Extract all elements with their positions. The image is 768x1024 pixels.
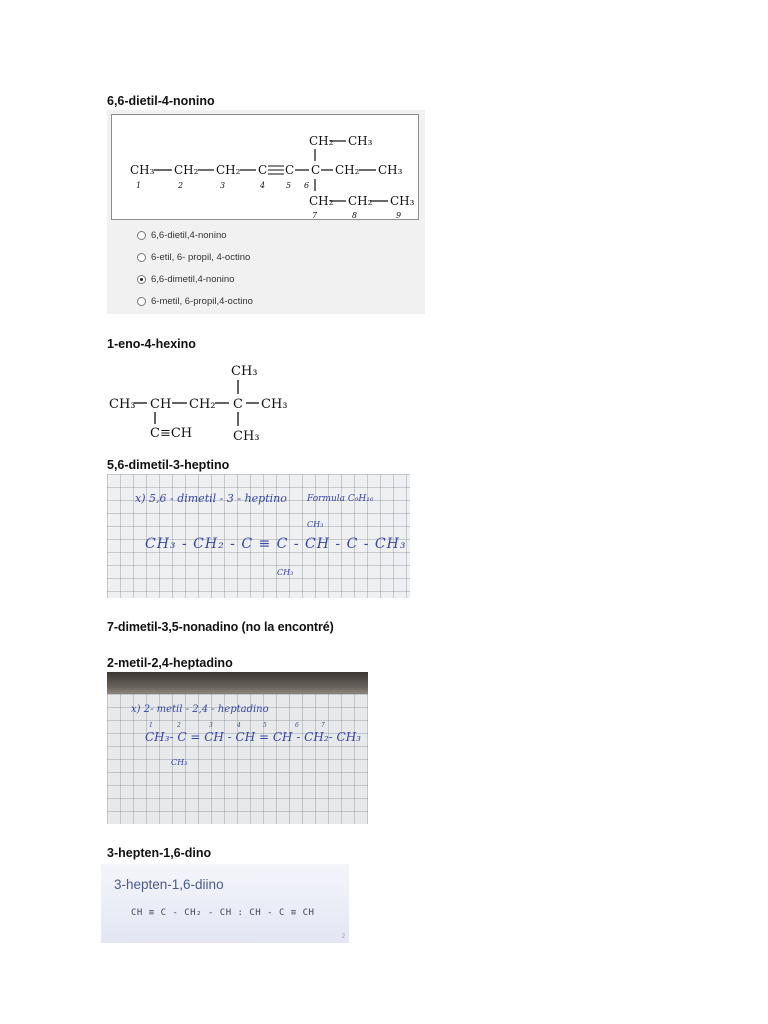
quiz-option-1[interactable] xyxy=(137,230,227,241)
photo2-num-6: 6 xyxy=(295,722,299,729)
row-c: C xyxy=(233,397,243,412)
quiz-option-label: 6-etil, 6- propil, 4-octino xyxy=(151,252,251,263)
slide-formula: CH ≡ C - CH₂ - CH : CH - C ≡ CH xyxy=(131,908,315,918)
section-heading-1: 6,6-dietil-4-nonino xyxy=(107,94,215,108)
top-ch3: CH₃ xyxy=(231,364,258,379)
quiz-option-4[interactable] xyxy=(137,296,253,307)
slide-title: 3-hepten-1,6-diino xyxy=(114,877,224,892)
photo2-background-edge xyxy=(107,672,368,694)
photo2-num-7: 7 xyxy=(321,722,325,729)
structure-diagram-2 xyxy=(107,358,307,450)
upper-branch-ch2: CH₂ xyxy=(309,134,334,148)
row-ch2: CH₂ xyxy=(189,397,216,412)
section-heading-4: 7-dimetil-3,5-nonadino (no la encontré) xyxy=(107,620,334,634)
photo2-num-1: 1 xyxy=(149,722,153,729)
photo1-formula-label: Formula C₉H₁₆ xyxy=(307,494,374,504)
quiz-option-3[interactable] xyxy=(137,274,234,285)
bottom-left-alkyne: C≡CH xyxy=(150,426,193,441)
notebook-photo-1 xyxy=(107,474,410,598)
row-ch: CH xyxy=(150,397,172,412)
photo2-num-4: 4 xyxy=(237,722,241,729)
radio-button[interactable] xyxy=(137,253,146,262)
photo1-top-substituent: CH₃ xyxy=(307,520,324,529)
chain-ch3-end: CH₃ xyxy=(378,163,403,177)
bottom-right-ch3: CH₃ xyxy=(233,429,260,444)
carbon-number-4: 4 xyxy=(260,181,266,190)
section-heading-5: 2-metil-2,4-heptadino xyxy=(107,656,233,670)
upper-branch-ch3: CH₃ xyxy=(348,134,373,148)
carbon-number-6: 6 xyxy=(304,181,310,190)
slide-page-number: 2 xyxy=(341,934,345,940)
row-ch3: CH₃ xyxy=(109,397,136,412)
photo2-chain: CH₃- C = CH - CH = CH - CH₂- CH₃ xyxy=(145,730,361,744)
lower-branch-ch3: CH₃ xyxy=(390,194,415,208)
radio-button-selected[interactable] xyxy=(137,275,146,284)
structure-svg-1 xyxy=(112,115,418,219)
lower-branch-ch2-a: CH₂ xyxy=(309,194,334,208)
chain-ch2-c: CH₂ xyxy=(335,163,360,177)
carbon-number-7: 7 xyxy=(312,211,318,219)
photo2-num-5: 5 xyxy=(263,722,267,729)
carbon-number-5: 5 xyxy=(286,181,292,190)
quiz-option-2[interactable] xyxy=(137,252,250,263)
quiz-option-label: 6,6-dietil,4-nonino xyxy=(151,230,227,241)
carbon-number-8: 8 xyxy=(352,211,358,219)
carbon-number-9: 9 xyxy=(396,211,402,219)
photo2-num-2: 2 xyxy=(177,722,181,729)
photo2-title: x) 2- metil - 2,4 - heptadino xyxy=(131,704,269,715)
notebook-photo-2 xyxy=(107,672,368,824)
carbon-number-1: 1 xyxy=(136,181,142,190)
photo1-bottom-substituent: CH₃ xyxy=(277,568,294,577)
radio-button[interactable] xyxy=(137,297,146,306)
photo2-num-3: 3 xyxy=(209,722,213,729)
photo1-chain: CH₃ - CH₂ - C ≡ C - CH - C - CH₃ xyxy=(145,536,407,552)
chain-ch2-b: CH₂ xyxy=(216,163,241,177)
chain-ch3-start: CH₃ xyxy=(130,163,155,177)
carbon-number-2: 2 xyxy=(178,181,184,190)
chain-ch2-a: CH₂ xyxy=(174,163,199,177)
photo2-page xyxy=(107,694,368,824)
quiz-option-label: 6-metil, 6-propil,4-octino xyxy=(151,296,253,307)
chain-c-alkyne-1: C xyxy=(258,163,268,177)
quiz-card xyxy=(107,110,425,314)
slide-image xyxy=(101,864,349,943)
row-ch3-right: CH₃ xyxy=(261,397,288,412)
chain-c-quaternary: C xyxy=(311,163,321,177)
photo2-bottom-substituent: CH₃ xyxy=(171,758,188,767)
chain-c-alkyne-2: C xyxy=(285,163,295,177)
photo1-title: x) 5,6 - dimetil - 3 - heptino xyxy=(135,492,287,505)
section-heading-3: 5,6-dimetil-3-heptino xyxy=(107,458,230,472)
section-heading-2: 1-eno-4-hexino xyxy=(107,337,196,351)
section-heading-6: 3-hepten-1,6-dino xyxy=(107,846,212,860)
carbon-number-3: 3 xyxy=(220,181,226,190)
structure-diagram-1 xyxy=(111,114,419,220)
lower-branch-ch2-b: CH₂ xyxy=(348,194,373,208)
radio-button[interactable] xyxy=(137,231,146,240)
quiz-option-label: 6,6-dimetil,4-nonino xyxy=(151,274,235,285)
